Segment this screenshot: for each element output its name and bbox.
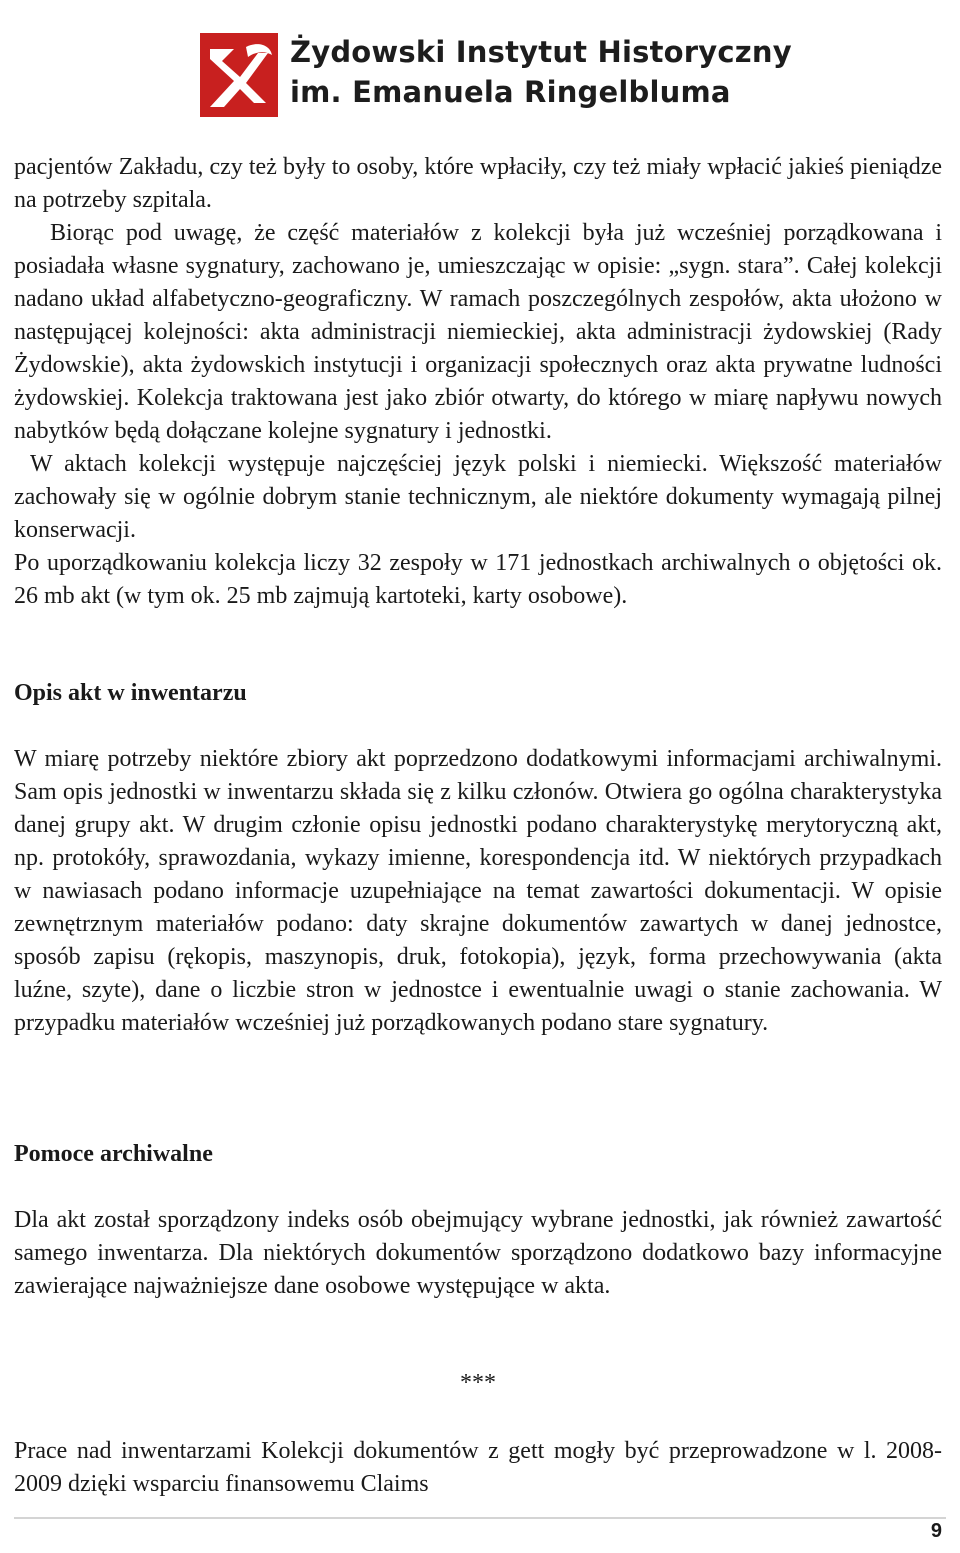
paragraph-collection-size: Po uporządkowaniu kolekcja liczy 32 zespoły w 171 jednostkach archiwalnych o objętości ok. 26 mb akt (w tym ok. 25 mb zajmują kartoteki, karty osobowe).	[14, 550, 942, 609]
paragraph-languages: W aktach kolekcji występuje najczęściej język polski i niemiecki. Większość materiałów zachowały się w ogólnie dobrym stanie technicznym, ale niektóre dokumenty wymagają pilnej konserwacji.	[14, 451, 942, 543]
paragraph-inventory-description: W miarę potrzeby niektóre zbiory akt poprzedzono dodatkowymi informacjami archiwalnymi. Sam opis jednostki w inwentarzu składa się z kilku członów. Otwiera go ogólna charakterystyka danej grupy akt. W drugim członie opisu jednostki podano charakterystykę merytoryczną akt, np. protokóły, sprawozdania, wykazy imienne, korespondencja itd. W niektórych przypadkach w nawiasach podano informacje uzupełniające na temat zawartości dokumentacji. W opisie zewnętrznym materiałów podano: daty skrajne dokumentów zawartych w danej jednostce, sposób zapisu (rękopis, maszynopis, druk, fotokopia), język, forma przechowywania (akta luźne, szyte), dane o liczbie stron w jednostce i ewentualnie uwagi o stanie zachowania. W przypadku materiałów wcześniej już porządkowanych podano stare sygnatury.	[14, 746, 942, 1036]
paragraph-signatures: Biorąc pod uwagę, że część materiałów z kolekcji była już wcześniej porządkowana i posiadała własne sygnatury, zachowano je, umieszczając w opisie: „sygn. stara”. Całej kolekcji nadano układ alfabetyczno-geograficzny. W ramach poszczególnych zespołów, akta ułożono w następującej kolejności: akta administracji niemieckiej, akta administracji żydowskiej (Rady Żydowskie), akta żydowskich instytucji i organizacji społecznych oraz akta prywatne ludności żydowskiej. Kolekcja traktowana jest jako zbiór otwarty, do którego w miarę napływu nowych nabytków będą dołączane kolejne sygnatury i jednostki.	[14, 220, 942, 444]
paragraph-acknowledgement: Prace nad inwentarzami Kolekcji dokumentów z gett mogły być przeprowadzone w l. 2008-2009 dzięki wsparciu finansowemu Claims	[14, 1438, 942, 1497]
zih-logo-mark-icon	[200, 33, 278, 117]
institute-logo	[200, 33, 792, 117]
body-text-block-3	[14, 1204, 942, 1303]
section-heading-pomoce: Pomoce archiwalne	[14, 1141, 213, 1167]
section-heading-opis-akt: Opis akt w inwentarzu	[14, 680, 247, 706]
page-number: 9	[930, 1520, 942, 1542]
logo-title-line: Żydowski Instytut Historyczny	[290, 35, 792, 69]
body-text-block	[14, 151, 942, 613]
logo-subtitle-line: im. Emanuela Ringelbluma	[290, 75, 731, 109]
footer-divider	[14, 1517, 946, 1519]
section-description	[14, 677, 942, 710]
section-separator: ***	[460, 1370, 496, 1396]
body-text-block-2	[14, 743, 942, 1040]
paragraph-continuation: pacjentów Zakładu, czy też były to osoby, które wpłaciły, czy też miały wpłacić jakieś pieniądze na potrzeby szpitala.	[14, 154, 942, 213]
body-text-block-4	[14, 1435, 942, 1501]
paragraph-index: Dla akt został sporządzony indeks osób obejmujący wybrane jednostki, jak również zawartość samego inwentarza. Dla niektórych dokumentów sporządzono dodatkowo bazy informacyjne zawierające najważniejsze dane osobowe występujące w akta.	[14, 1207, 942, 1299]
section-aids	[14, 1138, 942, 1171]
